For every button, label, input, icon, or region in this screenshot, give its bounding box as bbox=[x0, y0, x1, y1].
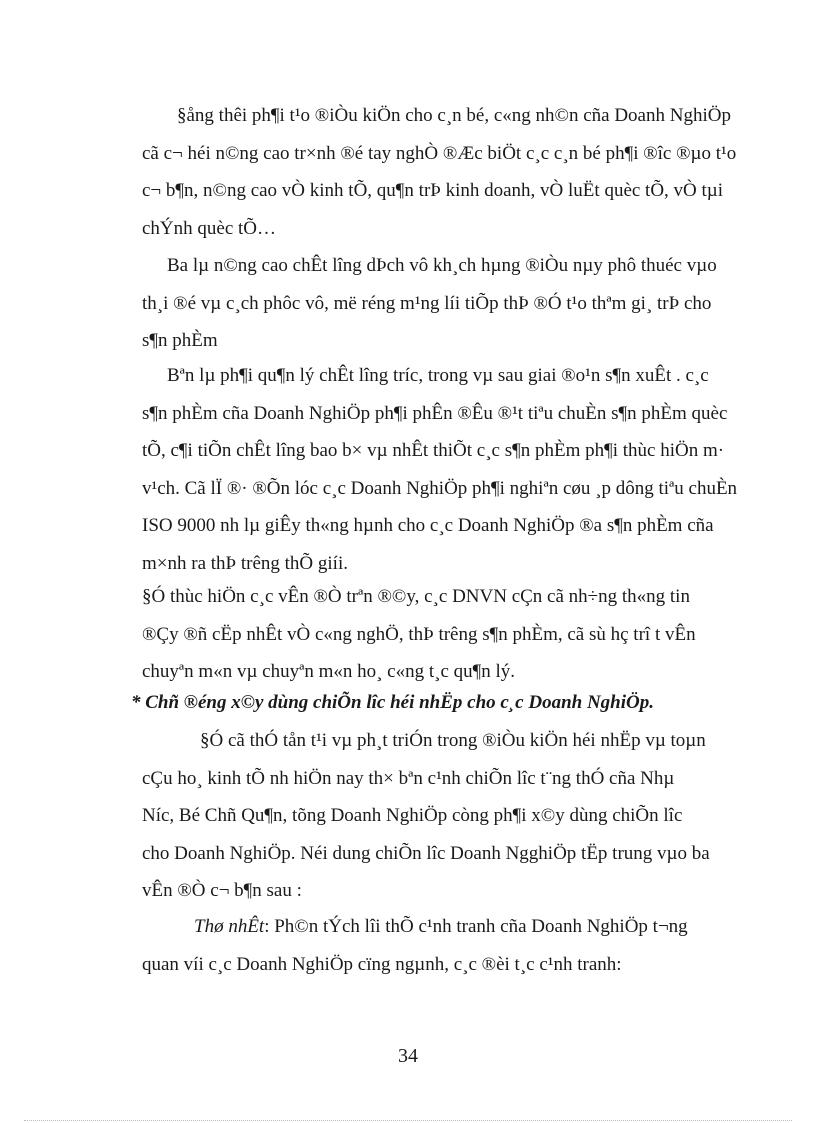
paragraph-line: Bªn lµ ph¶i qu¶n lý chÊt lîng tríc, trong vµ sau giai ®o¹n s¶n xuÊt . c¸c bbox=[167, 365, 709, 386]
paragraph-line: chuyªn m«n vµ chuyªn m«n ho¸ c«ng t¸c qu¶n lý. bbox=[142, 661, 516, 682]
paragraph-5 bbox=[142, 722, 754, 910]
paragraph-line: Níc, Bé Chñ Qu¶n, tõng Doanh NghiÖp còng ph¶i x©y dùng chiÕn lîc bbox=[142, 805, 683, 826]
paragraph-4 bbox=[142, 578, 754, 691]
paragraph-line: ISO 9000 nh lµ giÊy th«ng hµnh cho c¸c Doanh NghiÖp ®a s¶n phÈm cña bbox=[142, 515, 714, 536]
italic-lead: Thø nhÊt bbox=[194, 916, 265, 937]
paragraph-6 bbox=[142, 908, 754, 983]
paragraph-3 bbox=[142, 357, 754, 582]
paragraph-line bbox=[142, 908, 754, 946]
footer-dotted-rule bbox=[24, 1120, 792, 1121]
paragraph-2 bbox=[142, 247, 754, 360]
paragraph-line: §Ó cã thÓ tån t¹i vµ ph¸t triÓn trong ®iÒu kiÖn héi nhËp vµ toµn bbox=[200, 730, 706, 751]
page-number: 34 bbox=[398, 1045, 418, 1067]
paragraph-line: §Ó thùc hiÖn c¸c vÊn ®Ò trªn ®©y, c¸c DNVN cÇn cã nh÷ng th«ng tin bbox=[142, 586, 690, 607]
paragraph-line: cã c¬ héi n©ng cao tr×nh ®é tay nghÒ ®Æc biÖt c¸c c¸n bé ph¶i ®îc ®µo t¹o bbox=[142, 142, 737, 164]
paragraph-line: chÝnh quèc tÕ… bbox=[142, 217, 277, 239]
paragraph-1 bbox=[142, 97, 754, 247]
paragraph-line: c¬ b¶n, n©ng cao vÒ kinh tÕ, qu¶n trÞ kinh doanh, vÒ luËt quèc tÕ, vÒ tµi bbox=[142, 180, 724, 201]
paragraph-line: cÇu ho¸ kinh tÕ nh hiÖn nay th× bªn c¹nh chiÕn lîc t¨ng thÓ cña Nhµ bbox=[142, 767, 675, 789]
paragraph-line: s¶n phÈm bbox=[142, 330, 218, 351]
paragraph-line: s¶n phÈm cña Doanh NghiÖp ph¶i phÊn ®Êu ®¹t tiªu chuÈn s¶n phÈm quèc bbox=[142, 402, 728, 424]
paragraph-line: m×nh ra thÞ trêng thÕ giíi. bbox=[142, 552, 348, 574]
paragraph-line: th¸i ®é vµ c¸ch phôc vô, më réng m¹ng líi tiÕp thÞ ®Ó t¹o thªm gi¸ trÞ cho bbox=[142, 292, 712, 314]
paragraph-line: §ång thêi ph¶i t¹o ®iÒu kiÖn cho c¸n bé, c«ng nh©n cña Doanh NghiÖp bbox=[177, 105, 731, 126]
paragraph-line: quan víi c¸c Doanh NghiÖp cïng ngµnh, c¸c ®èi t¸c c¹nh tranh: bbox=[142, 953, 622, 975]
paragraph-line: tÕ, c¶i tiÕn chÊt lîng bao b× vµ nhÊt thiÕt c¸c s¶n phÈm ph¶i thùc hiÖn m· bbox=[142, 440, 725, 461]
paragraph-line: vÊn ®Ò c¬ b¶n sau : bbox=[142, 880, 302, 901]
paragraph-line: cho Doanh NghiÖp. Néi dung chiÕn lîc Doanh NgghiÖp tËp trung vµo ba bbox=[142, 842, 710, 864]
paragraph-line: ®Çy ®ñ cËp nhÊt vÒ c«ng nghÖ, thÞ trêng s¶n phÈm, cã sù hç trî t vÊn bbox=[142, 623, 696, 645]
paragraph-line: v¹ch. Cã lÏ ®· ®Õn lóc c¸c Doanh NghiÖp ph¶i nghiªn cøu ¸p dông tiªu chuÈn bbox=[142, 477, 738, 499]
paragraph-line: Ba lµ n©ng cao chÊt lîng dÞch vô kh¸ch hµng ®iÒu nµy phô thuéc vµo bbox=[167, 255, 717, 276]
paragraph-text: : Ph©n tÝch lîi thÕ c¹nh tranh cña Doanh NghiÖp t¬ng bbox=[264, 916, 688, 937]
section-heading: * Chñ ®éng x©y dùng chiÕn lîc héi nhËp cho c¸c Doanh NghiÖp. bbox=[131, 692, 654, 713]
